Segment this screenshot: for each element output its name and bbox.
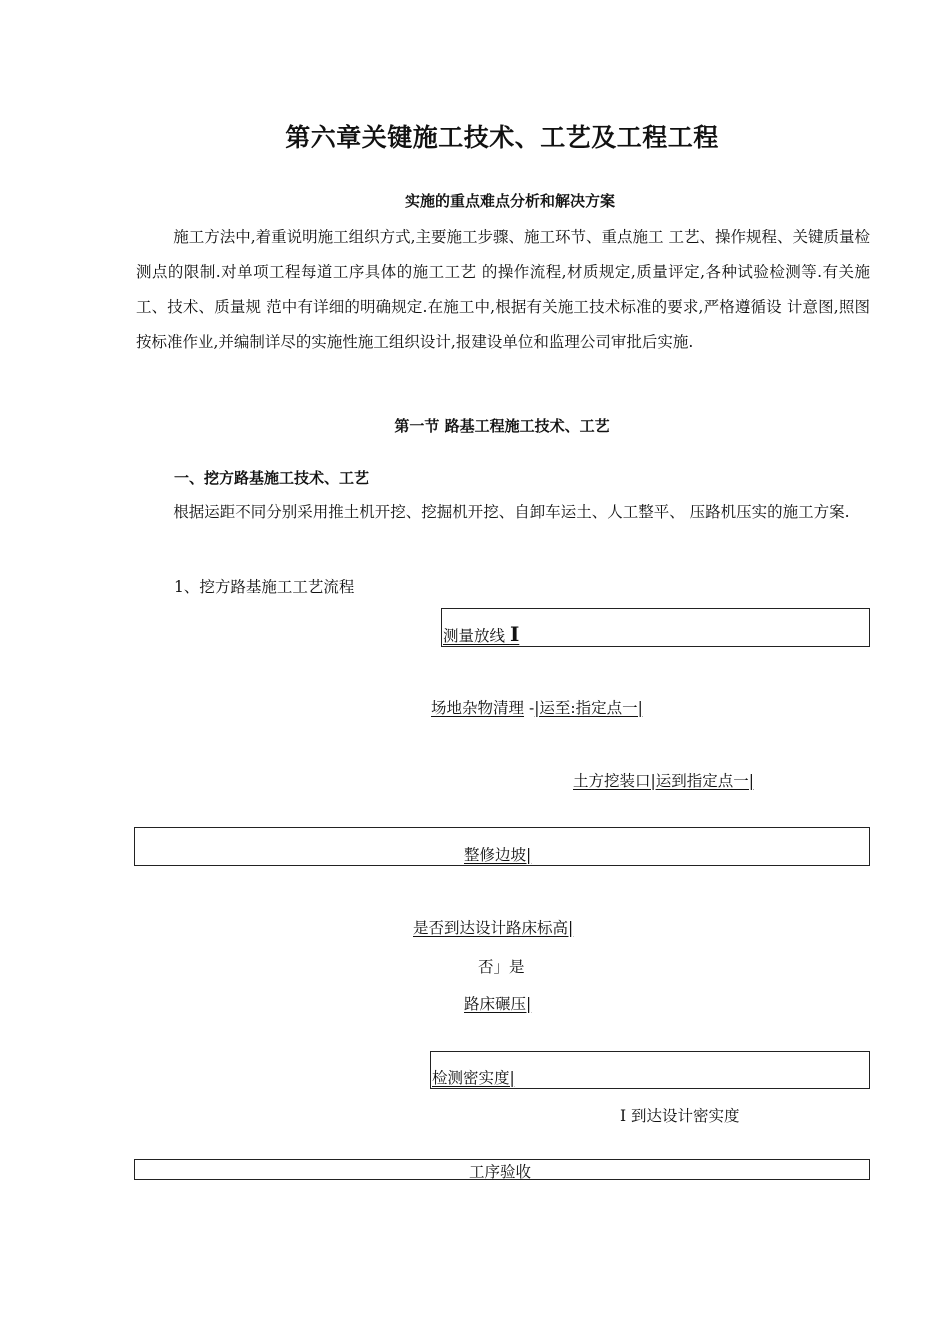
flow-earth-label: 土方挖装口|运到指定点一| bbox=[573, 772, 754, 790]
flow-clear-row bbox=[431, 696, 643, 718]
flow-check-elevation: 是否到达设计路床标高| bbox=[413, 919, 574, 937]
flow-decision-no-yes: 否」是 bbox=[478, 958, 525, 976]
subsection-heading: 一、挖方路基施工技术、工艺 bbox=[174, 469, 370, 487]
page-subtitle: 实施的重点难点分析和解决方案 bbox=[404, 192, 615, 210]
flow-density-ok: I 到达设计密实度 bbox=[620, 1107, 740, 1125]
flow-survey-mark: I bbox=[509, 622, 520, 646]
flow-density-label: 检测密实度| bbox=[432, 1069, 515, 1087]
flow-clear-label: 场地杂物清理 bbox=[431, 699, 525, 717]
subsection-paragraph: 根据运距不同分别采用推土机开挖、挖掘机开挖、自卸车运土、人工整平、 压路机压实的施工方案. bbox=[173, 503, 850, 521]
flow-roll-label: 路床碾压| bbox=[464, 995, 532, 1013]
flow-clear-arrow: - bbox=[524, 699, 535, 717]
flow-trim-label: 整修边坡| bbox=[464, 846, 532, 864]
flow-clear-dest: |运至:指定点一| bbox=[534, 699, 643, 717]
section-heading: 第一节 路基工程施工技术、工艺 bbox=[394, 417, 610, 435]
page-title: 第六章关键施工技术、工艺及工程工程 bbox=[285, 123, 719, 152]
flow-accept-label: 工序验收 bbox=[469, 1163, 532, 1181]
flow-survey-label: 测量放线 I bbox=[443, 622, 520, 646]
flow-title: 1、挖方路基施工工艺流程 bbox=[174, 578, 355, 596]
intro-paragraph: 施工方法中,着重说明施工组织方式,主要施工步骤、施工环节、重点施工 工艺、操作规程、关键质量检测点的限制.对单项工程每道工序具体的施工工艺 的操作流程,材质规定,质量评定,各种试验检测等.有关施工、技术、质量规 范中有详细的明确规定.在施工中,根据有关施工技术标准的要求,严格遵循设 计意图,照图按标准作业,并编制详尽的实施性施工组织设计,报建设单位和监理公司审批后实施. bbox=[136, 228, 870, 351]
